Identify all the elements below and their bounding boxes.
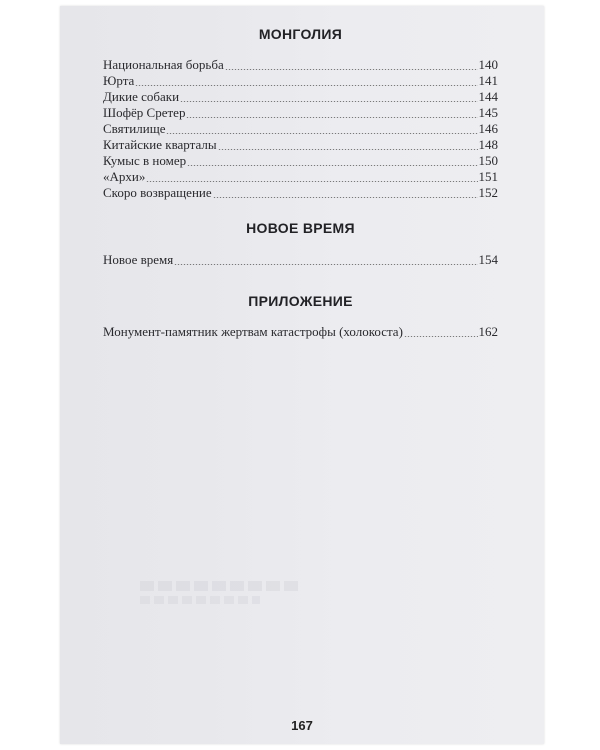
toc-entry (103, 252, 498, 268)
dot-leader (146, 181, 477, 182)
toc-entry (103, 137, 498, 153)
toc-entry (103, 169, 498, 185)
dot-leader (218, 149, 478, 150)
toc-entry-page: 152 (478, 185, 498, 200)
toc-entry-label: Святилище (103, 121, 166, 136)
toc-entry-page: 140 (478, 57, 498, 72)
toc-entry-label: Дикие собаки (103, 89, 180, 104)
toc-entry (103, 57, 498, 73)
toc-entry-label: Кумыс в номер (103, 153, 187, 168)
toc-entry-label: Монумент-памятник жертвам катастрофы (холокоста) (103, 324, 403, 339)
dot-leader (225, 69, 478, 70)
page-number: 167 (291, 718, 313, 733)
toc-entry-label: Скоро возвращение (103, 185, 212, 200)
dot-leader (174, 264, 477, 265)
toc-list-mongolia (103, 57, 498, 201)
toc-entry-page: 154 (478, 252, 498, 267)
section-title-appendix: ПРИЛОЖЕНИЕ (248, 293, 353, 309)
toc-entry-label: Национальная борьба (103, 57, 224, 72)
dot-leader (135, 85, 477, 86)
toc-entry (103, 153, 498, 169)
bleed-through-text (140, 581, 300, 611)
toc-entry-page: 146 (478, 121, 498, 136)
toc-entry-page: 144 (478, 89, 498, 104)
toc-entry (103, 89, 498, 105)
section-title-mongolia: МОНГОЛИЯ (258, 26, 343, 42)
toc-entry (103, 105, 498, 121)
toc-entry-label: Юрта (103, 73, 135, 88)
book-page (60, 6, 544, 744)
toc-entry (103, 324, 498, 340)
dot-leader (186, 117, 477, 118)
toc-entry-label: Новое время (103, 252, 174, 267)
toc-entry-label: Китайские кварталы (103, 137, 217, 152)
toc-entry-label: Шофёр Сретер (103, 105, 186, 120)
dot-leader (166, 133, 477, 134)
toc-entry-page: 162 (478, 324, 498, 339)
toc-entry (103, 185, 498, 201)
toc-entry (103, 121, 498, 137)
toc-entry-label: «Архи» (103, 169, 146, 184)
dot-leader (187, 165, 477, 166)
toc-entry-page: 141 (478, 73, 498, 88)
section-title-new-time: НОВОЕ ВРЕМЯ (246, 220, 355, 236)
toc-list-appendix (103, 324, 498, 340)
toc-entry-page: 150 (478, 153, 498, 168)
dot-leader (404, 336, 478, 337)
toc-entry-page: 151 (478, 169, 498, 184)
toc-entry-page: 145 (478, 105, 498, 120)
dot-leader (180, 101, 477, 102)
toc-entry (103, 73, 498, 89)
toc-entry-page: 148 (478, 137, 498, 152)
dot-leader (213, 197, 478, 198)
toc-list-new-time (103, 252, 498, 268)
